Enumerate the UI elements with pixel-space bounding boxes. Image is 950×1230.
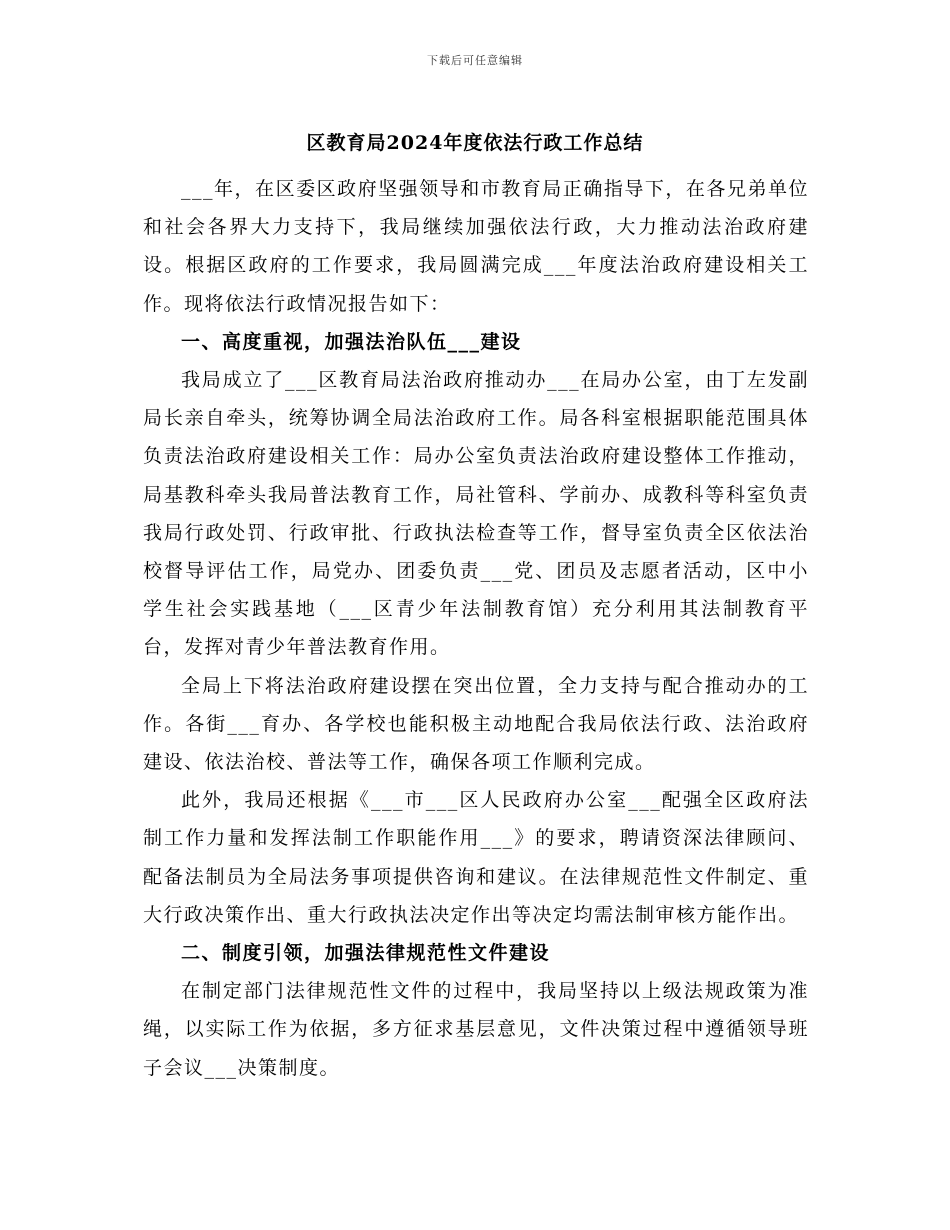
document-title: 区教育局2024年度依法行政工作总结	[306, 132, 644, 154]
section-1-paragraph-2: 全局上下将法治政府建设摆在突出位置，全力支持与配合推动办的工作。各街___育办、各学校也能积极主动地配合我局依法行政、法治政府建设、依法治校、普法等工作，确保各项工作顺利完成。	[143, 674, 809, 774]
intro-paragraph: ___年，在区委区政府坚强领导和市教育局正确指导下，在各兄弟单位和社会各界大力支持下，我局继续加强依法行政，大力推动法治政府建设。根据区政府的工作要求，我局圆满完成___年度法治政府建设相关工作。现将依法行政情况报告如下：	[143, 178, 809, 315]
document-body	[143, 170, 809, 1087]
section-1-paragraph-1: 我局成立了___区教育局法治政府推动办___在局办公室，由丁左发副局长亲自牵头，统筹协调全局法治政府工作。局各科室根据职能范围具体负责法治政府建设相关工作：局办公室负责法治政府建设整体工作推动，局基教科牵头我局普法教育工作，局社管科、学前办、成教科等科室负责我局行政处罚、行政审批、行政执法检查等工作，督导室负责全区依法治校督导评估工作，局党办、团委负责___党、团员及志愿者活动，区中小学生社会实践基地（___区青少年法制教育馆）充分利用其法制教育平台，发挥对青少年普法教育作用。	[143, 369, 809, 659]
section-1-paragraph-3: 此外，我局还根据《___市___区人民政府办公室___配强全区政府法制工作力量和发挥法制工作职能作用___》的要求，聘请资深法律顾问、配备法制员为全局法务事项提供咨询和建议。在法律规范性文件制定、重大行政决策作出、重大行政执法决定作出等决定均需法制审核方能作出。	[143, 789, 809, 926]
section-heading-2: 二、制度引领，加强法律规范性文件建设	[181, 942, 551, 965]
section-heading-1: 一、高度重视，加强法治队伍___建设	[181, 330, 522, 353]
section-2-paragraph-1: 在制定部门法律规范性文件的过程中，我局坚持以上级法规政策为准绳，以实际工作为依据，多方征求基层意见，文件决策过程中遵循领导班子会议___决策制度。	[143, 980, 809, 1079]
page-header-note: 下载后可任意编辑	[427, 54, 523, 67]
